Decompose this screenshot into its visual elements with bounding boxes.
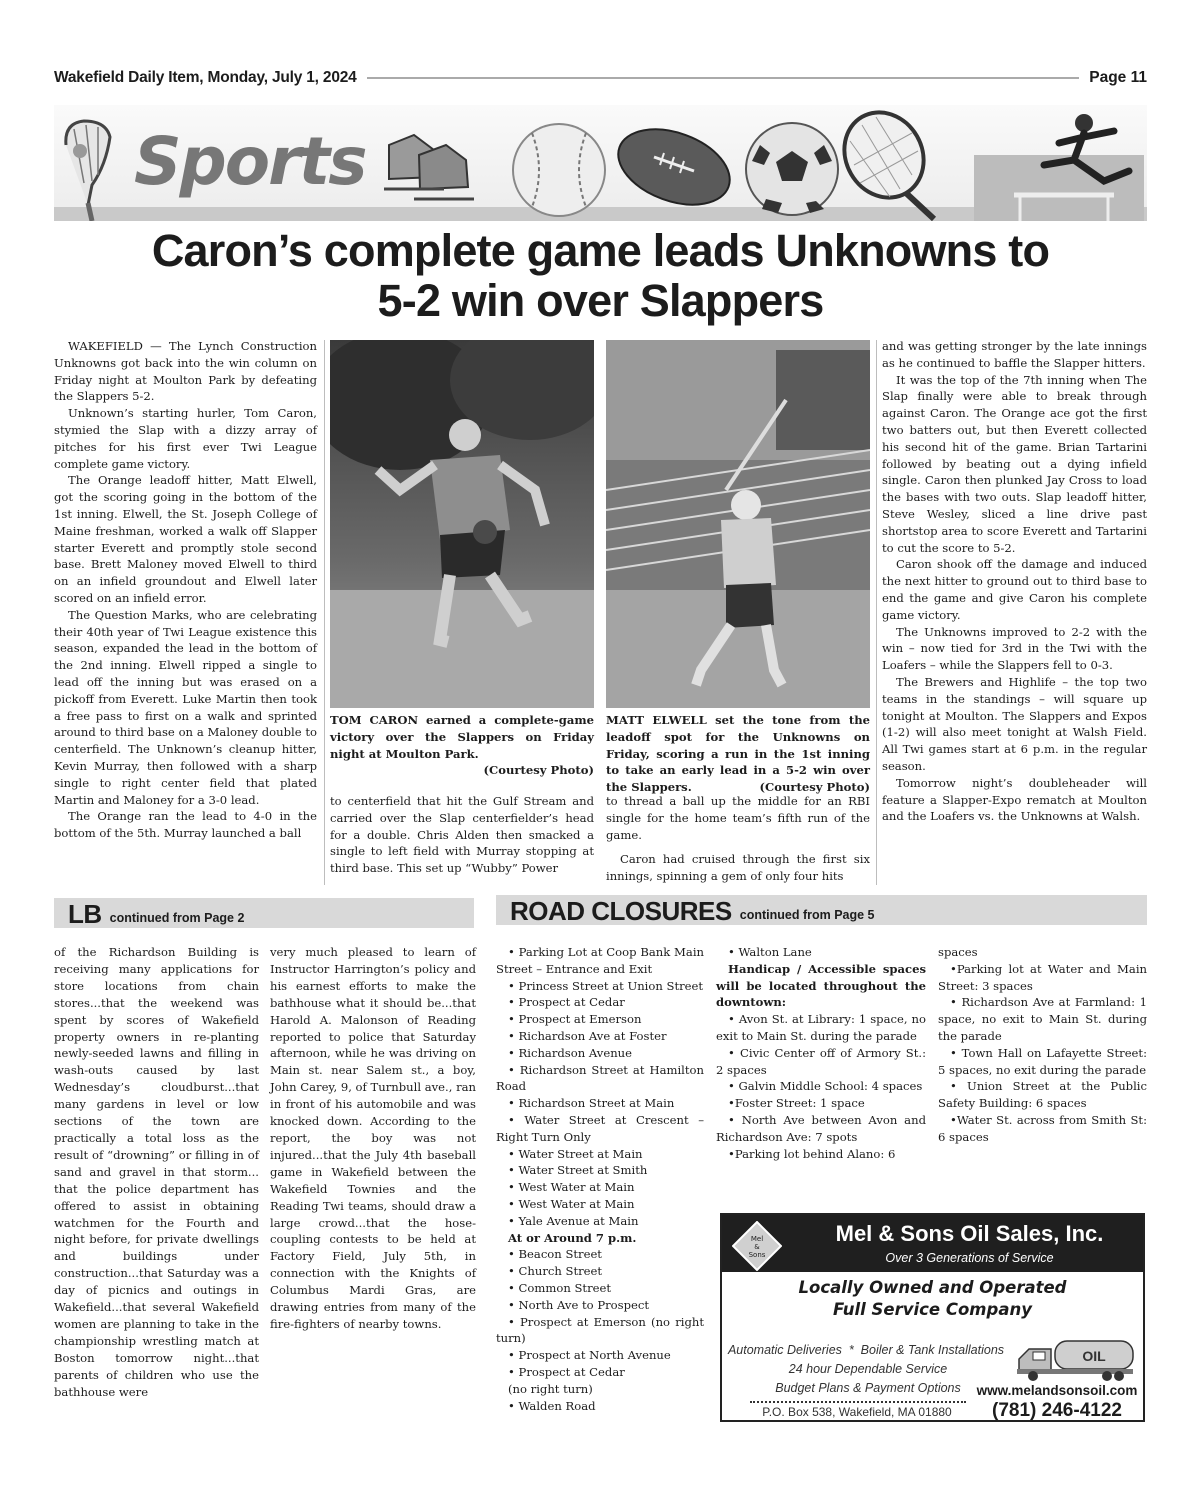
road-closures-label: ROAD CLOSURES bbox=[510, 896, 732, 926]
batter-photo-illustration bbox=[606, 340, 870, 708]
story-paragraph: It was the top of the 7th inning when The Slap finally were able to break through against Caron. The Orange ace got the first two batters out, but then Everett collected his second hit of the game. Brian Tartarini followed by beating out a dying infield single. Caron then plunked Jay Cross to load the bases with two outs. Slap leadoff hitter, Steve Wesley, sliced a line drive past shortstop area to score Everett and Tartarini to cut the score to 5-2. bbox=[882, 372, 1147, 555]
ad-headline bbox=[722, 1277, 1143, 1321]
photo-credit: (Courtesy Photo) bbox=[483, 763, 594, 778]
caption-text: MATT ELWELL set the tone from the leadoff spot for the Unknowns on Friday, scoring a run in the 1st inning to take an early lead in a 5-2 win over the Slappers. bbox=[606, 713, 870, 795]
ad-service-item: 24 hour Dependable Service bbox=[788, 1362, 948, 1376]
parking-item: •Parking lot at Water and Main Street: 3 spaces bbox=[938, 961, 1147, 993]
road-closures-continued: continued from Page 5 bbox=[739, 908, 875, 922]
ad-service-item: Budget Plans & Payment Options bbox=[775, 1381, 961, 1395]
story-paragraph: Caron shook off the damage and induced the next hitter to ground out to third base to end the game and give Caron his complete game victory. bbox=[882, 557, 1147, 622]
photo-tom-caron bbox=[330, 340, 594, 708]
story-paragraph: The Question Marks, who are celebrating their 40th year of Twi League existence this season, expanded the lead in the bottom of the 2nd inning. Elwell ripped a single to lead off the inning but was erased on a pickoff from Everett. Luke Martin then took a free pass to first on a walk and sprinted around to third base on a Maloney double to centerfield. The Unknown’s cleanup hitter, Kevin Murray, then followed with a sharp single to right center field that plated Martin and Maloney for a 3-0 lead. bbox=[54, 607, 317, 807]
ad-tagline: Over 3 Generations of Service bbox=[885, 1251, 1054, 1265]
parking-item: •Water St. across from Smith St: 6 spaces bbox=[938, 1112, 1147, 1144]
parking-item: • Richardson Ave at Farmland: 1 space, no exit to Main St. during the parade bbox=[938, 995, 1147, 1043]
closure-item: • Prospect at North Avenue bbox=[508, 1348, 671, 1363]
baseball-icon bbox=[513, 124, 605, 216]
publication-date: Wakefield Daily Item, Monday, July 1, 2024 bbox=[54, 69, 357, 86]
road-closures-column-3 bbox=[938, 944, 1147, 1146]
svg-text:Mel: Mel bbox=[750, 1235, 764, 1243]
story-paragraph: The Orange ran the lead to 4-0 in the bottom of the 5th. Murray launched a ball bbox=[54, 809, 317, 841]
road-closures-header bbox=[496, 895, 1147, 925]
headline-line-2: 5-2 win over Slappers bbox=[377, 275, 824, 326]
closure-item: • Walton Lane bbox=[728, 945, 812, 959]
section-title: Sports bbox=[134, 123, 366, 200]
photo-caption-2 bbox=[606, 712, 870, 796]
photo-matt-elwell bbox=[606, 340, 870, 708]
story-headline bbox=[54, 226, 1147, 326]
parking-item: •Parking lot behind Alano: 6 bbox=[728, 1146, 896, 1161]
parking-item: • Avon St. at Library: 1 space, no exit to Main St. during the parade bbox=[716, 1012, 926, 1043]
closure-item: • Richardson Street at Main bbox=[508, 1096, 675, 1111]
closure-item: (no right turn) bbox=[508, 1381, 593, 1396]
story-column-4 bbox=[882, 338, 1147, 825]
photo-caption-1 bbox=[330, 712, 594, 779]
closure-item: • Water Street at Smith bbox=[508, 1163, 648, 1178]
hurdler-icon bbox=[974, 114, 1144, 221]
parking-item: spaces bbox=[938, 945, 978, 959]
road-closures-column-1 bbox=[496, 944, 704, 1414]
lb-section-header bbox=[54, 898, 474, 928]
lb-paragraph: very much pleased to learn of Instructor Harrington’s policy and his earnest efforts to make the bathhouse what it should be...that Harold A. Malonson of Reading reported to police that Saturday afternoon, while he was driving on Main st. near Salem st., a boy, John Carey, 9, of Turnbull ave., ran in front of his automobile and was knocked down. According to the report, the boy was not injured...that the July 4th baseball game in Wakefield between the Wakefield Townies and the Reading Twi teams, should draw a large crowd...that the hose-coupling contests to be held at Factory Field, July 5th, in connection with the Knights of Columbus Mardi Gras, are drawing entries from many of the fire-fighters of nearby towns. bbox=[270, 945, 477, 1331]
story-paragraph: The Orange leadoff hitter, Matt Elwell, got the scoring going in the bottom of the 1st inning. Elwell, the St. Joseph College of Maine freshman, worked a walk off Slapper starter Everett and promptly stole second base. Brett Maloney moved Elwell to third on an infield groundout and Elwell later scored on an infield error. bbox=[54, 473, 317, 605]
closure-item: • Richardson Street at Hamilton Road bbox=[496, 1062, 704, 1094]
svg-text:Sons: Sons bbox=[748, 1251, 766, 1259]
lacrosse-stick-icon bbox=[66, 121, 110, 221]
handicap-subhead: Handicap / Accessible spaces will be located throughout the downtown: bbox=[716, 961, 926, 1010]
story-paragraph: to centerfield that hit the Gulf Stream and carried over the Slap centerfielder’s head for a double. Chris Alden then smacked a single to left field with Murray stopping at third base. This set up “Wubby” Power bbox=[330, 794, 594, 876]
story-paragraph: to thread a ball up the middle for an RBI single for the home team’s fifth run of the game. bbox=[606, 794, 870, 842]
ad-service-item: Automatic Deliveries * Boiler & Tank Installations bbox=[727, 1343, 1005, 1357]
closure-item: • Princess Street at Union Street bbox=[508, 978, 704, 993]
closure-item: • Walden Road bbox=[508, 1398, 596, 1413]
parking-item: • Town Hall on Lafayette Street: 5 spaces, no exit during the parade bbox=[938, 1045, 1147, 1077]
column-rule bbox=[324, 340, 325, 885]
lb-column-2 bbox=[270, 944, 476, 1333]
parking-item: •Foster Street: 1 space bbox=[728, 1096, 865, 1111]
ice-skates-icon bbox=[384, 135, 474, 199]
ad-headline-1: Locally Owned and Operated bbox=[798, 1278, 1067, 1297]
ad-services bbox=[728, 1341, 1008, 1398]
closure-item: • Richardson Ave at Foster bbox=[508, 1028, 667, 1043]
story-paragraph: The Brewers and Highlife – the top two teams in the standings – will square up tonight at Moulton. The Slappers and Expos (1-2) will also meet tonight at Walsh Field. All Twi games start at 6 p.m. in the regular season. bbox=[882, 674, 1147, 773]
lb-label: LB bbox=[68, 899, 102, 929]
parking-item: • Civic Center off of Armory St.: 2 spaces bbox=[716, 1045, 926, 1077]
story-paragraph: WAKEFIELD — The Lynch Construction Unknowns got back into the win column on Friday night at Moulton Park by defeating the Slappers 5-2. bbox=[54, 339, 317, 404]
pitcher-photo-illustration bbox=[330, 340, 594, 708]
lb-continued: continued from Page 2 bbox=[109, 911, 245, 925]
headline-line-1: Caron’s complete game leads Unknowns to bbox=[151, 225, 1050, 276]
svg-text:&: & bbox=[754, 1243, 760, 1251]
svg-text:OIL: OIL bbox=[1082, 1348, 1106, 1364]
ad-website[interactable]: www.melandsonsoil.com bbox=[976, 1383, 1138, 1398]
closure-item: • Water Street at Crescent – Right Turn Only bbox=[496, 1112, 704, 1144]
parking-item: • Union Street at the Public Safety Building: 6 spaces bbox=[938, 1079, 1147, 1111]
caption-text: TOM CARON earned a complete-game victory over the Slappers on Friday night at Moulton Park. bbox=[330, 713, 594, 761]
story-paragraph: Tomorrow night’s doubleheader will feature a Slapper-Expo rematch at Moulton and the Loafers vs. the Unknowns at Walsh. bbox=[882, 775, 1147, 824]
closure-item: • West Water at Main bbox=[508, 1196, 635, 1211]
story-column-3 bbox=[606, 793, 870, 885]
closure-item: • Prospect at Cedar bbox=[508, 1364, 625, 1379]
ad-company-name: Mel & Sons Oil Sales, Inc. bbox=[835, 1221, 1104, 1246]
ad-dotted-rule bbox=[750, 1401, 966, 1403]
closure-item: • Richardson Avenue bbox=[508, 1045, 632, 1060]
closure-item: • Prospect at Emerson (no right turn) bbox=[496, 1314, 704, 1346]
mel-and-sons-ad bbox=[720, 1213, 1145, 1422]
lb-paragraph: of the Richardson Building is receiving many applications for store locations from chain stores...that the weekend was spent by scores of Wakefield property owners in re-planting newly-seeded lawns and filling in wash-outs caused by last Wednesday’s cloudburst...that many gardens in level or low sections of the town are practically a total loss as the result of “drowning” or filling in of sand and gravel in that storm... that the police department has offered to assist in obtaining watchmen for the Fourth and night before, for private dwellings and buildings under construction...that Saturday was a day of picnics and outings in Wakefield...that several Wakefield women are planning to take in the championship wrestling match at Boston tomorrow night...that parents of children who use the bathhouse were bbox=[54, 945, 259, 1399]
running-head bbox=[54, 66, 1147, 90]
closure-item: • Prospect at Cedar bbox=[508, 995, 625, 1010]
story-paragraph: Caron had cruised through the first six innings, spinning a gem of only four hits bbox=[606, 852, 870, 884]
column-rule bbox=[876, 340, 877, 885]
ad-address: P.O. Box 538, Wakefield, MA 01880 bbox=[762, 1405, 952, 1419]
lb-column-1 bbox=[54, 944, 259, 1400]
story-column-1 bbox=[54, 338, 317, 842]
parking-item: • North Ave between Avon and Richardson Ave: 7 spots bbox=[716, 1112, 926, 1144]
football-icon bbox=[608, 115, 740, 219]
oil-truck-icon bbox=[1015, 1337, 1135, 1382]
sports-banner bbox=[54, 105, 1147, 221]
closure-item: • Church Street bbox=[508, 1264, 603, 1279]
road-closures-column-2 bbox=[716, 944, 926, 1162]
closure-item: • Common Street bbox=[508, 1280, 612, 1295]
closure-item: • Water Street at Main bbox=[508, 1146, 643, 1161]
soccer-ball-icon bbox=[746, 123, 838, 215]
photo-credit: (Courtesy Photo) bbox=[759, 780, 870, 795]
ad-headline-2: Full Service Company bbox=[833, 1300, 1032, 1319]
page-number: Page 11 bbox=[1089, 69, 1147, 86]
closure-item: • West Water at Main bbox=[508, 1180, 635, 1195]
closure-subhead: At or Around 7 p.m. bbox=[508, 1230, 637, 1245]
parking-item: • Galvin Middle School: 4 spaces bbox=[728, 1079, 923, 1094]
tennis-racket-icon bbox=[829, 105, 939, 219]
story-paragraph: and was getting stronger by the late innings as he continued to baffle the Slapper hitters. bbox=[882, 339, 1147, 370]
mel-sons-logo bbox=[732, 1221, 782, 1271]
story-column-2 bbox=[330, 793, 594, 877]
header-rule bbox=[367, 77, 1080, 79]
ad-phone: (781) 246-4122 bbox=[992, 1400, 1122, 1421]
closure-item: • Parking Lot at Coop Bank Main Street – Entrance and Exit bbox=[496, 945, 704, 976]
story-paragraph: Unknown’s starting hurler, Tom Caron, stymied the Slap with a dizzy array of pitches for his first ever Twi League complete game victory. bbox=[54, 406, 317, 471]
story-paragraph: The Unknowns improved to 2-2 with the win – now tied for 3rd in the Twi with the Loafers – while the Slappers fell to 0-3. bbox=[882, 624, 1147, 673]
closure-item: • Beacon Street bbox=[508, 1247, 602, 1262]
closure-item: • Prospect at Emerson bbox=[508, 1012, 642, 1027]
closure-item: • Yale Avenue at Main bbox=[508, 1213, 639, 1228]
closure-item: • North Ave to Prospect bbox=[508, 1297, 650, 1312]
